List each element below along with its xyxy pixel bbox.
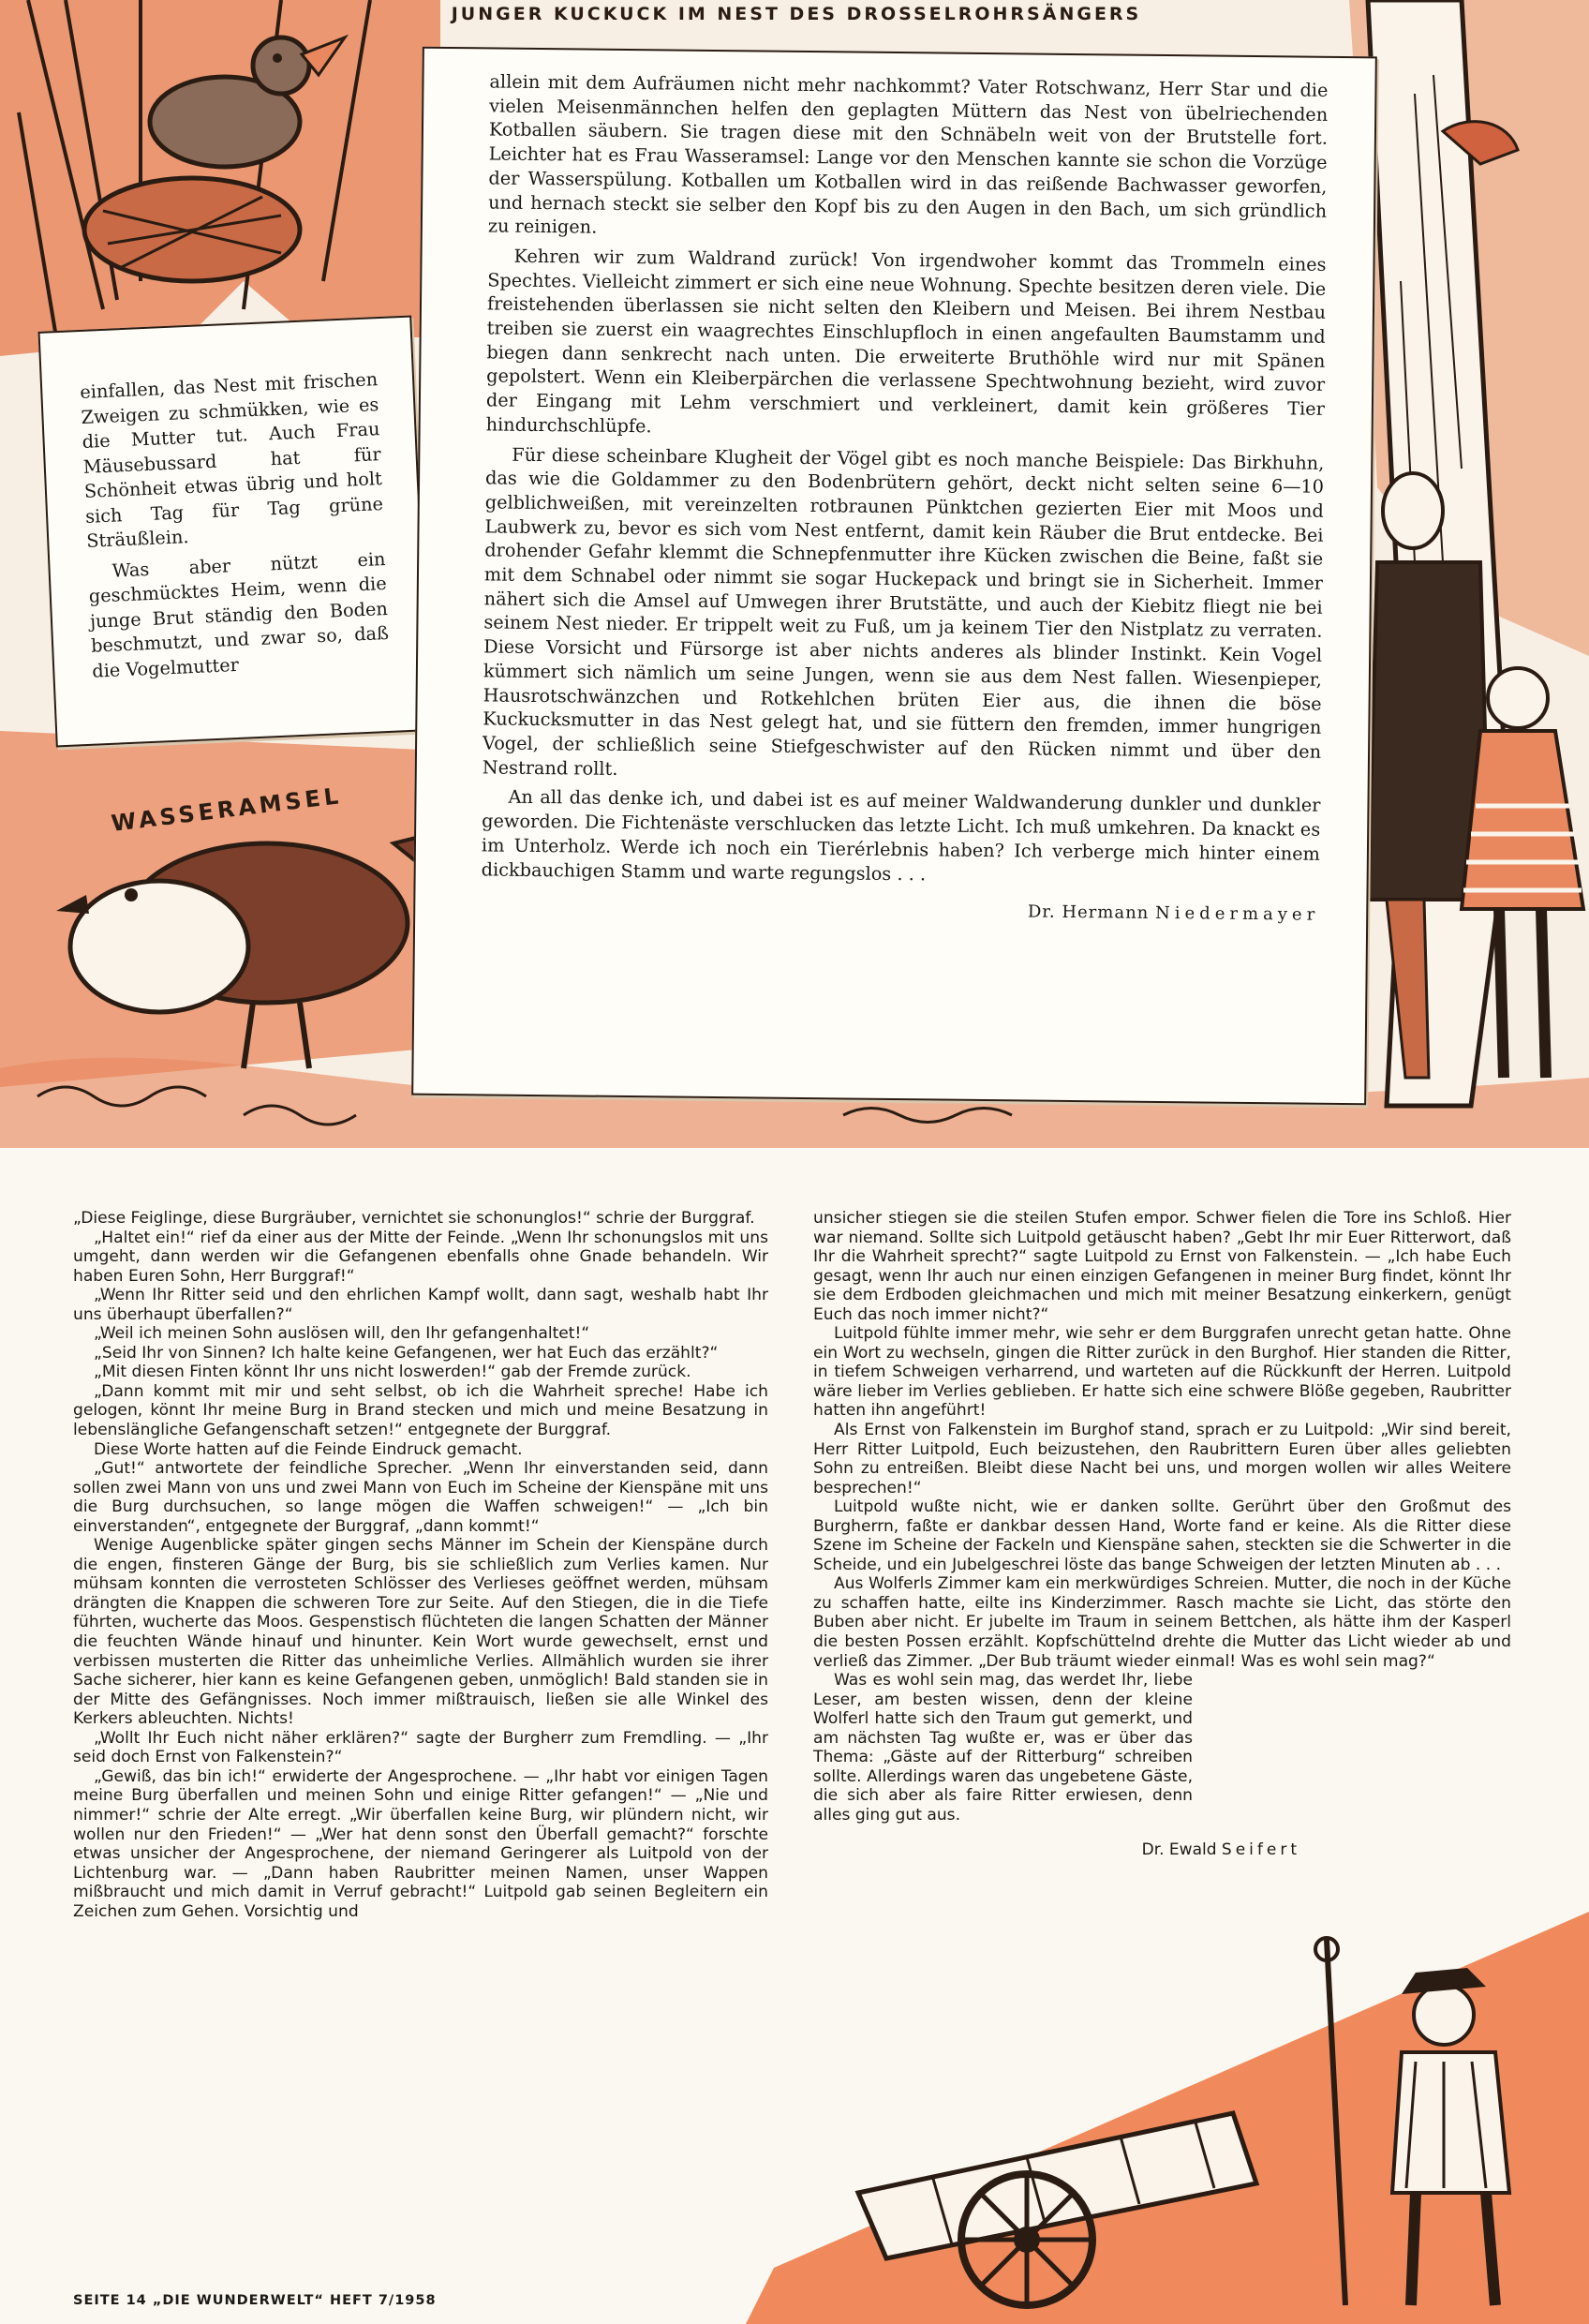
signature-name: Niedermayer: [1154, 903, 1320, 925]
story-paragraph: „Haltet ein!“ rief da einer aus der Mitte der Feinde. „Wenn Ihr schonungslos mit uns umgeht, dann werden wir die Gefangenen ebenfalls ohne Gnade behandeln. Wir haben Euren Sohn, Herr Burggraf!“: [73, 1228, 768, 1286]
illustration-label-wasseramsel: WASSERAMSEL: [110, 782, 344, 837]
story-paragraph: „Weil ich meinen Sohn auslösen will, den Ihr gefangenhaltet!“: [94, 1324, 590, 1344]
page-footer: SEITE 14 „DIE WUNDERWELT“ HEFT 7/1958: [73, 2293, 437, 2308]
story-paragraph: Luitpold wußte nicht, wie er danken sollte. Gerührt über den Großmut des Burgherrn, faßte er dankbar dessen Hand, Worte fand er keine. Als die Ritter diese Szene im Scheine der Fackeln und Kienspäne sahen, steckten sie die Schwerter in die Scheide, und ein Jubelgeschrei löste das bange Schweigen der letzten Minuten ab . . .: [813, 1497, 1511, 1574]
main-paragraph: An all das denke ich, und dabei ist es auf meiner Waldwanderung dunkler und dunkler geworden. Die Fichtenäste verschlucken das letzte Licht. Ich muß umkehren. Da knackt es im Unterholz. Werde ich noch ein Tierérlebnis haben? Ich verberge mich hinter einem dickbauchigen Stamm und warte regungslos . . .: [481, 786, 1321, 885]
signature-name: Seifert: [1221, 1840, 1300, 1859]
main-paragraph: Für diese scheinbare Klugheit der Vögel gibt es noch manche Beispiele: Das Birkhuhn, das wie die Goldammer zu den Bodenbrütern gehört, deckt nicht selten seine 6—10 gelblichweißen, mit vereinzelten rotbraunen Pünktchen gezierten Eier mit Moos und Laubwerk zu, bevor es sich vom Nest entfernt, damit kein Räuber die Brut entdecke. Bei drohender Gefahr klemmt die Schnepfenmutter ihre Kücken zwischen die Beine, faßt sie mit dem Schnabel oder nimmt sie sogar Huckepack und bringt sie in Sicherheit. Immer nähert sich die Amsel auf Umwegen ihrer Brutstätte, und auch der Kiebitz fliegt nie bei seinem Nest nieder. Er trippelt weit zu Fuß, um ja keinem Tier den Nistplatz zu verraten. Diese Vorsicht und Fürsorge ist aber nichts anderes als blinder Instinkt. Kein Vogel kümmert sich nämlich um seine Jungen, wenn sie aus dem Nest fallen. Wiesenpieper, Hausrotschwänzchen und Rotkehlchen brüten Eier aus, die ihnen die böse Kuckucksmutter in das Nest gelegt hat, und sie füttern den fremden, immer hungrigen Vogel, der schließlich seine Stiefgeschwister auf den Rücken nimmt und über den Nestrand rollt.: [482, 443, 1325, 780]
story-signature: [813, 1840, 1511, 1860]
story-paragraph: „Gut!“ antwortete der feindliche Sprecher. „Wenn Ihr einverstanden seid, dann sollen zwei Mann von uns und zwei Mann von Euch im Scheine der Kienspäne mit uns die Burg durchsuchen, so lange mögen die Waffen schweigen!“ — „Ich bin einverstanden“, entgegnete der Burggraf, „dann kommt!“: [73, 1459, 768, 1536]
story-paragraph: „Dann kommt mit mir und seht selbst, ob ich die Wahrheit spreche! Habe ich gelogen, könnt Ihr meine Burg in Brand stecken und mich und meine Besatzung in lebenslängliche Gefangenschaft setzen!“ entgegnete der Burggraf.: [73, 1381, 768, 1440]
signature-prefix: Dr. Ewald: [1141, 1840, 1217, 1859]
story-column-left: [73, 1209, 768, 1921]
main-article-text: [481, 69, 1328, 927]
main-article-signature: [481, 895, 1319, 928]
side-paragraph: einfallen, das Nest mit frischen Zweigen zu schmükken, wie es die Mutter tut. Auch Frau Mäusebussard hat für Schönheit etwas übrig und holt sich Tag für Tag grüne Sträußlein.: [79, 368, 384, 552]
illustration-caption: JUNGER KUCKUCK IM NEST DES DROSSELROHRSÄNGERS: [451, 4, 1142, 24]
story-paragraph: „Diese Feiglinge, diese Burgräuber, vernichtet sie schonunglos!“ schrie der Burggraf.: [73, 1209, 755, 1228]
story-paragraph: Als Ernst von Falkenstein im Burghof stand, sprach er zu Luitpold: „Wir sind bereit, Herr Ritter Luitpold, Euch beizustehen, den Raubrittern Euren über alles geliebten Sohn zu entreißen. Bleibt diese Nacht bei uns, und morgen wollen wir alles Weitere besprechen!“: [813, 1421, 1511, 1497]
story-paragraph: „Wollt Ihr Euch nicht näher erklären?“ sagte der Burgherr zum Fremdling. — „Ihr seid doch Ernst von Falkenstein?“: [73, 1728, 768, 1767]
story-paragraph: „Wenn Ihr Ritter seid und den ehrlichen Kampf wollt, dann sagt, weshalb habt Ihr uns überhaupt überfallen?“: [73, 1286, 768, 1324]
cannon-knight-illustration: [746, 1912, 1589, 2324]
story-column-right: [813, 1209, 1511, 1859]
story-paragraph: „Gewiß, das bin ich!“ erwiderte der Angesprochene. — „Ihr habt vor einigen Tagen meine Burg überfallen und meinen Sohn und einige Ritter gefangen!“ — „Nie und nimmer!“ schrie der Alte erregt. „Wir überfallen keine Burg, wir plündern nicht, wir wollen nur den Frieden!“ — „Wer hat denn sonst den Überfall gemacht?“ forschte etwas unsicher der Angesprochene, der niemand Geringerer als Luitpold von der Lichtenburg war. — „Dann haben Raubritter meinen Namen, unser Wappen mißbraucht und mich damit in Verruf gebracht!“ Luitpold gab seinen Begleitern ein Zeichen zum Gehen. Vorsichtig und: [73, 1766, 768, 1921]
story-paragraph: unsicher stiegen sie die steilen Stufen empor. Schwer fielen die Tore ins Schloß. Hier war niemand. Sollte sich Luitpold getäuscht haben? „Gebt Ihr mir Euer Ritterwort, daß Ihr die Wahrheit sprecht?“ sagte Luitpold zu Ernst von Falkenstein. — „Ich habe Euch gesagt, wenn Ihr auch nur einen einzigen Gefangenen in meiner Burg findet, könnt Ihr sie dem Erdboden gleichmachen und mich mit meiner Besatzung einkerkern, genügt Euch das noch immer nicht?“: [813, 1209, 1511, 1324]
story-paragraph: Was es wohl sein mag, das werdet Ihr, liebe Leser, am besten wissen, denn der kleine Wolferl hatte sich den Traum gut gemerkt, und am nächsten Tag wußte er, was er über das Thema: „Gäste auf der Ritterburg“ schreiben sollte. Allerdings waren das ungebetene Gäste, die sich aber als faire Ritter erwiesen, denn alles ging gut aus.: [813, 1671, 1193, 1825]
story-paragraph: Wenige Augenblicke später gingen sechs Männer im Schein der Kienspäne durch die engen, finsteren Gänge der Burg, bis sie schließlich zum Verlies kamen. Nur mühsam konnten die verrosteten Schlösser des Verlieses geöffnet werden, mühsam drängten die Knappen die schweren Tore zur Seite. Auf den Stiegen, die in die Tiefe führten, wucherte das Moos. Gespenstisch flüchteten die langen Schatten der Männer die feuchten Wände hinauf und hinunter. Kein Wort wurde gewechselt, ernst und verbissen musterten die Ritter das unheimliche Verlies. Allmählich wurden sie ihrer Sache sicherer, hier kann es keine Gefangenen geben, unmöglich! Bald standen sie in der Mitte des Gefängnisses. Noch immer mißtrauisch, ließen sie alle Winkel des Kerkers ableuchten. Nichts!: [73, 1536, 768, 1729]
main-article-paper: [411, 47, 1377, 1106]
side-article-text: [80, 367, 391, 690]
story-paragraph: Diese Worte hatten auf die Feinde Eindruck gemacht.: [94, 1439, 523, 1459]
signature-prefix: Dr. Hermann: [1027, 901, 1150, 924]
main-paragraph: allein mit dem Aufräumen nicht mehr nachkommt? Vater Rotschwanz, Herr Star und die vielen Meisenmännchen helfen den geplagten Müttern das Nest von übelriechenden Kotballen säubern. Sie tragen diese mit den Schnäbeln weit von der Brutstelle fort. Leichter hat es Frau Wasseramsel: Lange vor den Menschen kannte sie schon die Vorzüge der Wasserspülung. Kotballen um Kotballen wird in das reißende Bachwasser geworfen, und hernach steckt sie selber den Kopf bis zu den Augen in den Bach, um sich gründlich zu reinigen.: [487, 70, 1329, 238]
side-article-paper: [38, 316, 430, 748]
main-paragraph: Kehren wir zum Waldrand zurück! Von irgendwoher kommt das Trommeln eines Spechtes. Vielleicht zimmert er sich eine neue Wohnung. Spechte besitzen deren viele. Die freistehenden überlassen sie nicht selten den Kleibern und Meisen. Bei ihrem Nestbau treiben sie zuerst ein waagrechtes Einschlupfloch in einen angefaulten Baumstamm und biegen dann senkrecht nach unten. Die erweiterte Bruthöhle wird nur mit Spänen gepolstert. Wenn ein Kleiberpärchen die verlassene Spechtwohnung bezieht, wird zuvor der Eingang mit Lehm verschmiert und verkleinert, damit kein größeres Tier hindurchschlüpfe.: [485, 245, 1327, 438]
story-paragraph: „Seid Ihr von Sinnen? Ich halte keine Gefangenen, wer hat Euch das erzählt?“: [94, 1343, 719, 1363]
side-paragraph: Was aber nützt ein geschmücktes Heim, wenn die junge Brut ständig den Boden beschmutzt, und zwar so, daß die Vogelmutter: [88, 547, 390, 682]
story-paragraph: „Mit diesen Finten könnt Ihr uns nicht loswerden!“ gab der Fremde zurück.: [94, 1363, 691, 1382]
story-paragraph: Luitpold fühlte immer mehr, wie sehr er dem Burggrafen unrecht getan hatte. Ohne ein Wort zu wechseln, gingen die Ritter zurück in den Burghof. Hier standen die Ritter, in tiefem Schweigen verharrend, und warteten auf die Rückkunft der Herren. Luitpold wäre lieber im Verlies geblieben. Er hatte sich eine schwere Blöße gegeben, Raubritter hatten ihn angeführt!: [813, 1324, 1511, 1421]
story-paragraph: Aus Wolferls Zimmer kam ein merkwürdiges Schreien. Mutter, die noch in der Küche zu schaffen hatte, eilte ins Kinderzimmer. Rasch machte sie Licht, das störte den Buben aber nicht. Er jubelte im Traum in seinem Bettchen, als hätte ihm der Kasperl die besten Possen erzählt. Kopfschüttelnd drehte die Mutter das Licht wieder ab und verließ das Zimmer. „Der Bub träumt wieder einmal! Was es wohl sein mag?“: [813, 1574, 1511, 1671]
